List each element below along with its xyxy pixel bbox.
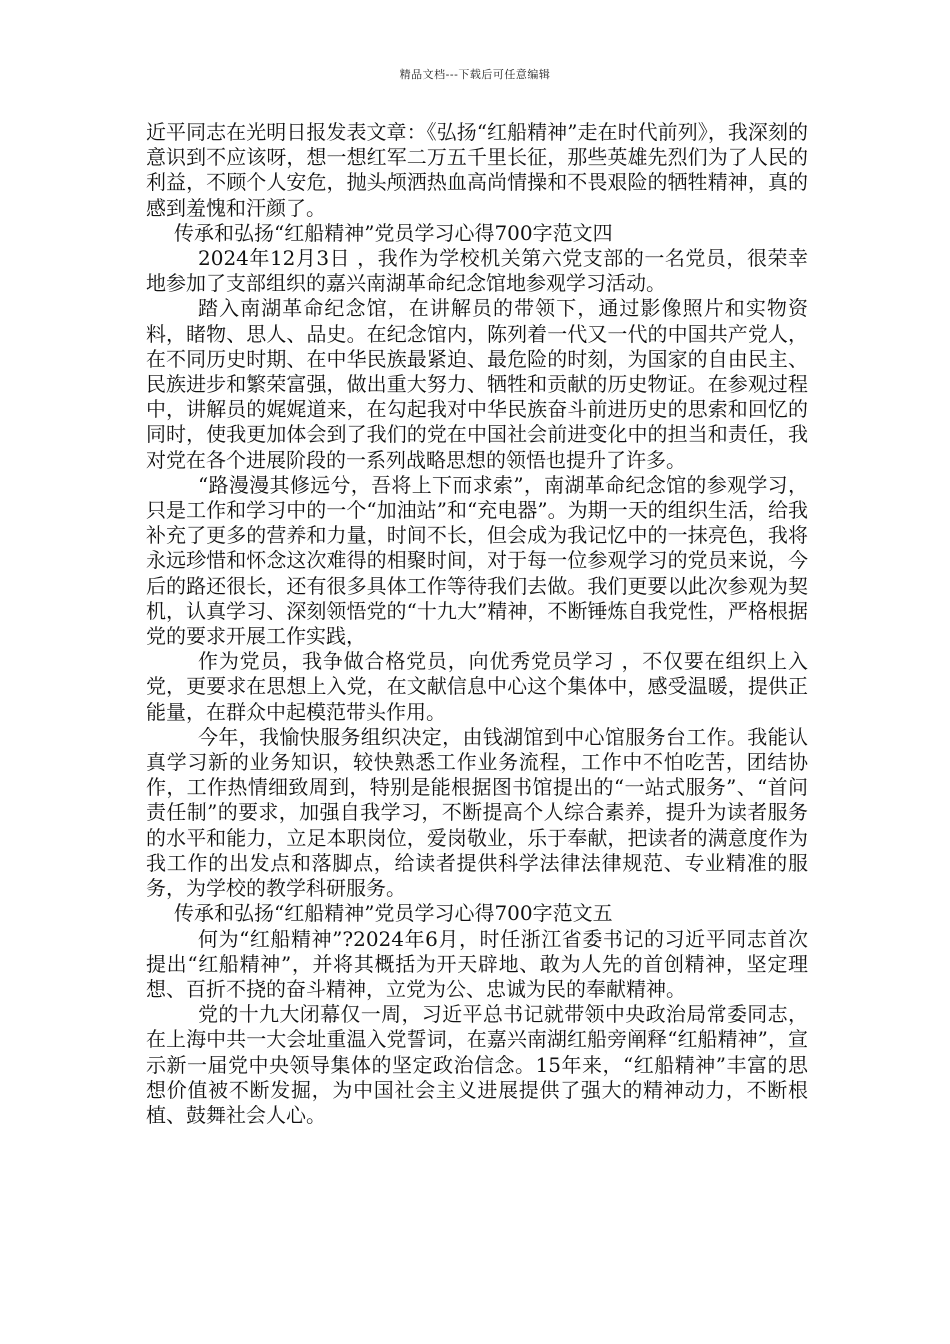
paragraph: 2024年12月3日 ，我作为学校机关第六党支部的一名党员，很荣幸地参加了支部组织的嘉兴南湖革命纪念馆地参观学习活动。: [146, 246, 808, 296]
paragraph: 踏入南湖革命纪念馆，在讲解员的带领下，通过影像照片和实物资料，睹物、思人、品史。在纪念馆内，陈列着一代又一代的中国共产党人，在不同历史时期、在中华民族最紧迫、最危险的时刻，为国家的自由民主、民族进步和繁荣富强，做出重大努力、牺牲和贡献的历史物证。在参观过程中，讲解员的娓娓道来，在勾起我对中华民族奋斗前进历史的思索和回忆的同时，使我更加体会到了我们的党在中国社会前进变化中的担当和责任，我对党在各个进展阶段的一系列战略思想的领悟也提升了许多。: [146, 296, 808, 472]
paragraph: “路漫漫其修远兮，吾将上下而求索”，南湖革命纪念馆的参观学习，只是工作和学习中的一个“加油站”和“充电器”。为期一天的组织生活，给我补充了更多的营养和力量，时间不长，但会成为我记忆中的一抹亮色，我将永远珍惜和怀念这次难得的相聚时间，对于每一位参观学习的党员来说，今后的路还很长，还有很多具体工作等待我们去做。我们更要以此次参观为契机，认真学习、深刻领悟党的“十九大”精神，不断锤炼自我党性，严格根据党的要求开展工作实践，: [146, 472, 808, 649]
paragraph: 何为“红船精神”?2024年6月，时任浙江省委书记的习近平同志首次提出“红船精神”，并将其概括为开天辟地、敢为人先的首创精神，坚定理想、百折不挠的奋斗精神，立党为公、忠诚为民的奉献精神。: [146, 926, 808, 1001]
section-heading: 传承和弘扬“红船精神”党员学习心得700字范文四: [174, 220, 613, 245]
document-body: [146, 120, 808, 1128]
paragraph: 作为党员，我争做合格党员，向优秀党员学习 ，不仅要在组织上入党，更要求在思想上入党，在文献信息中心这个集体中，感受温暖，提供正能量，在群众中起模范带头作用。: [146, 649, 808, 724]
paragraph: 近平同志在光明日报发表文章：《弘扬“红船精神”走在时代前列》，我深刻的意识到不应该呀，想一想红军二万五千里长征，那些英雄先烈们为了人民的利益，不顾个人安危，抛头颅洒热血高尚情操和不畏艰险的牺牲精神，真的感到羞愧和汗颜了。: [146, 120, 808, 220]
paragraph: 党的十九大闭幕仅一周，习近平总书记就带领中央政治局常委同志，在上海中共一大会址重温入党誓词，在嘉兴南湖红船旁阐释“红船精神”，宣示新一届党中央领导集体的坚定政治信念。15年来，“红船精神”丰富的思想价值被不断发掘，为中国社会主义进展提供了强大的精神动力，不断根植、鼓舞社会人心。: [146, 1002, 808, 1127]
paragraph: 今年，我愉快服务组织决定，由钱湖馆到中心馆服务台工作。我能认真学习新的业务知识，较快熟悉工作业务流程，工作中不怕吃苦，团结协作，工作热情细致周到，特别是能根据图书馆提出的“一站式服务”、“首问责任制”的要求，加强自我学习，不断提高个人综合素养，提升为读者服务的水平和能力，立足本职岗位，爱岗敬业，乐于奉献，把读者的满意度作为我工作的出发点和落脚点，给读者提供科学法律法律规范、专业精准的服务，为学校的教学科研服务。: [146, 724, 808, 901]
page-header: 精品文档---下载后可任意编辑: [399, 68, 551, 81]
section-heading: 传承和弘扬“红船精神”党员学习心得700字范文五: [174, 901, 613, 926]
